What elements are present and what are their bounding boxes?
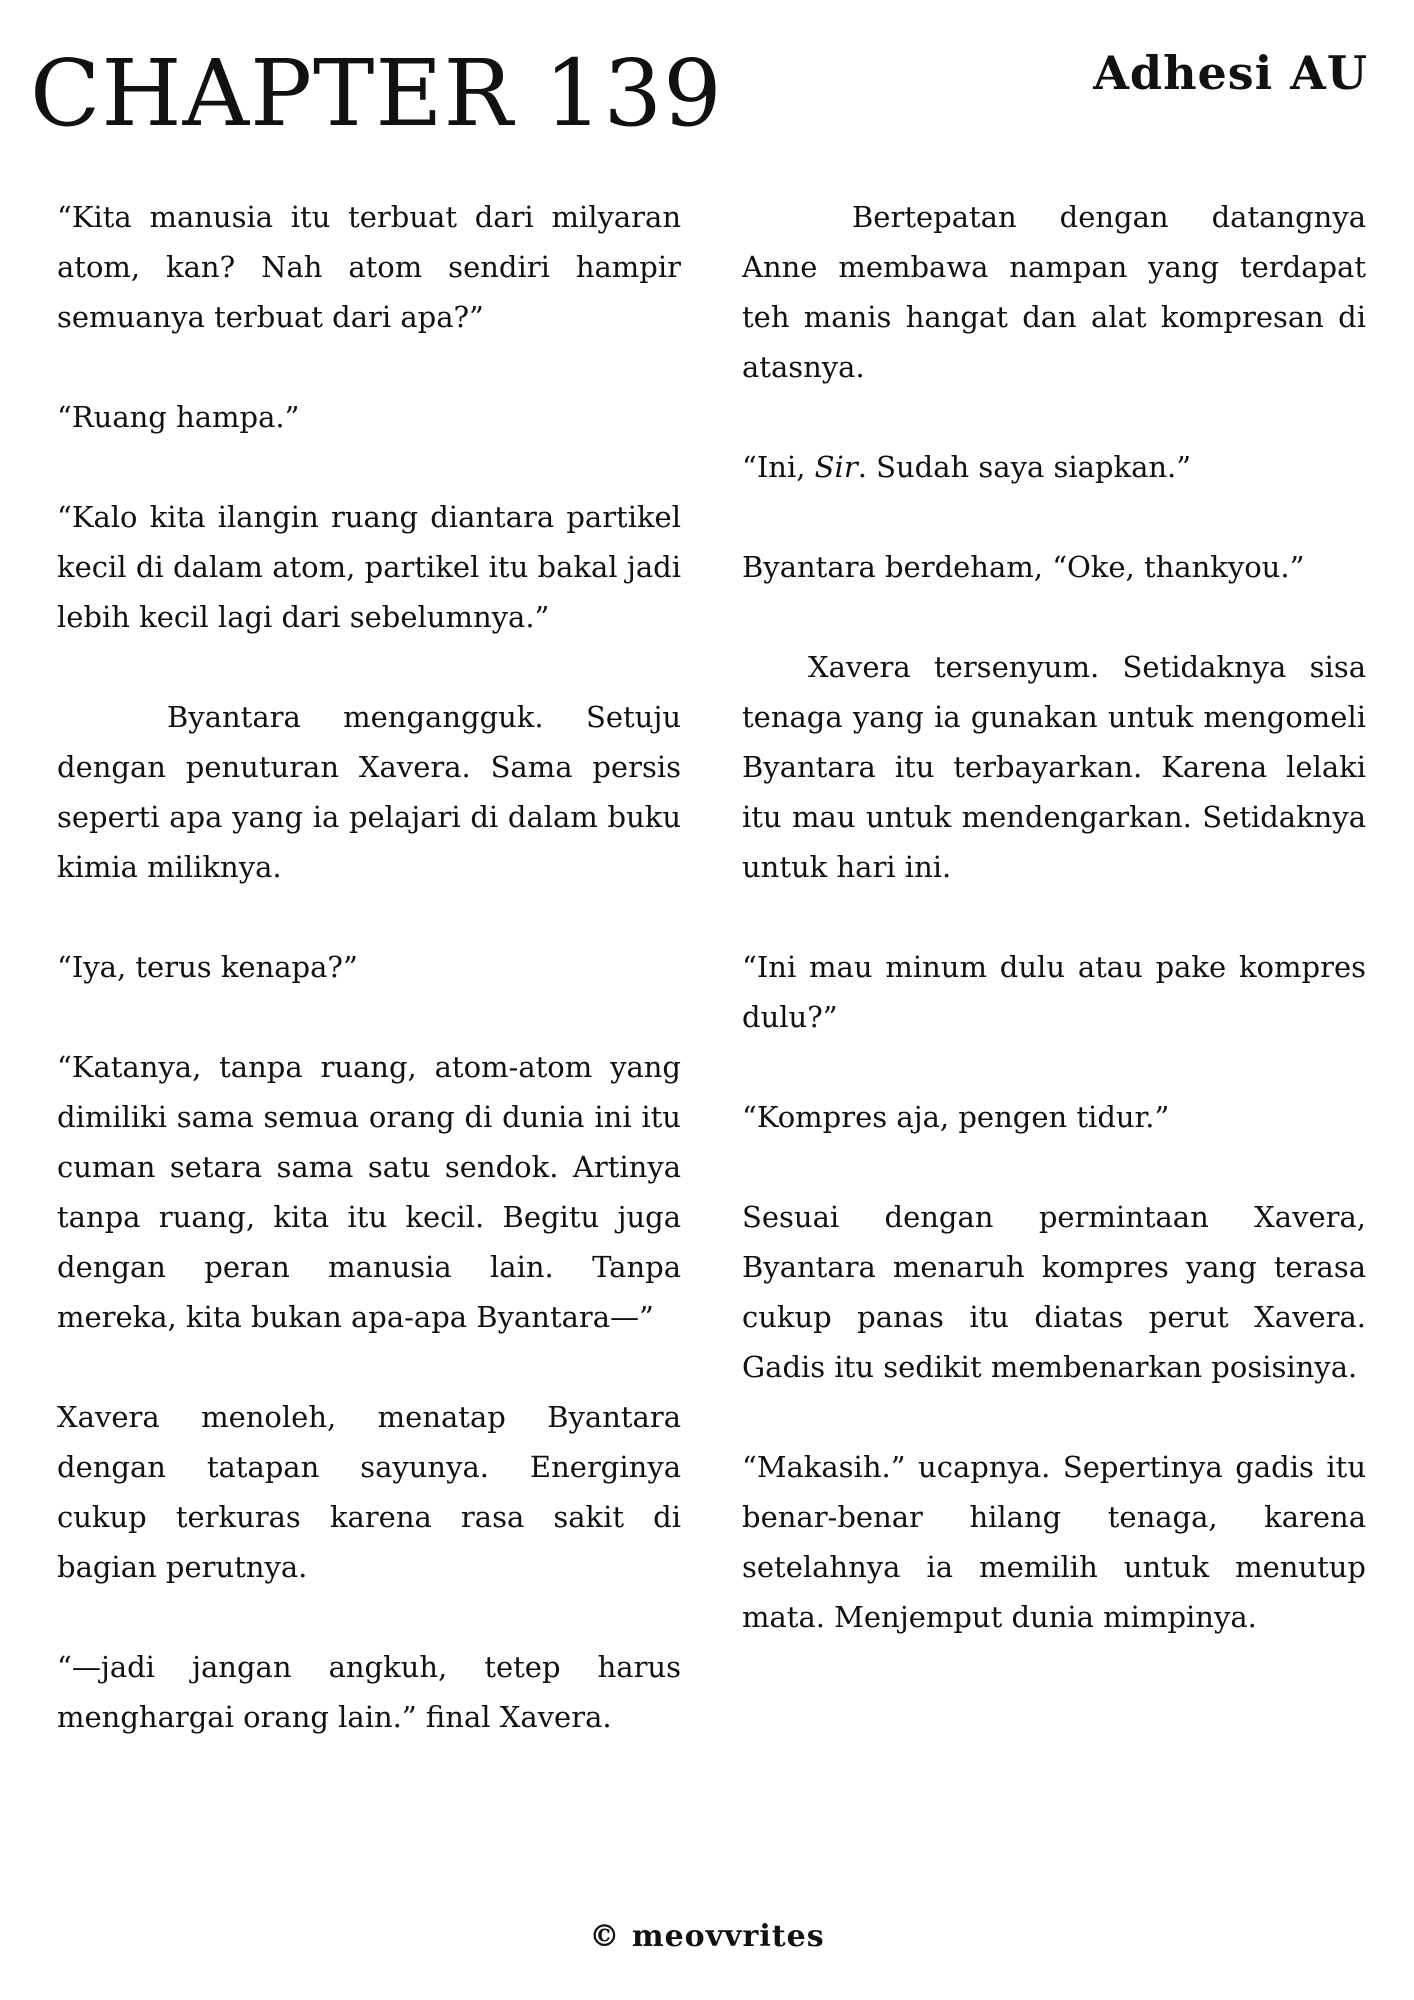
paragraph: “Kompres aja, pengen tidur.” bbox=[742, 1100, 1170, 1134]
footer-credit: © meovvrites bbox=[589, 1919, 825, 1954]
paragraph: “Ini mau minum dulu atau pake kompres dulu?” bbox=[742, 950, 1366, 1034]
paragraph: Byantara berdeham, “Oke, thankyou.” bbox=[742, 550, 1305, 584]
paragraph: “Kita manusia itu terbuat dari milyaran atom, kan? Nah atom sendiri hampir semuanya terbuat dari apa?” bbox=[57, 200, 681, 334]
paragraph: “Katanya, tanpa ruang, atom-atom yang dimiliki sama semua orang di dunia ini itu cuman setara sama satu sendok. Artinya tanpa ruang, kita itu kecil. Begitu juga dengan peran manusia lain. Tanpa mereka, kita bukan apa-apa Byantara—” bbox=[57, 1050, 681, 1334]
paragraph: “Ruang hampa.” bbox=[57, 400, 300, 434]
chapter-title: CHAPTER 139 bbox=[30, 40, 723, 147]
paragraph: Xavera menoleh, menatap Byantara dengan tatapan sayunya. Energinya cukup terkuras karena rasa sakit di bagian perutnya. bbox=[57, 1400, 681, 1584]
paragraph: Bertepatan dengan datangnya Anne membawa nampan yang terdapat teh manis hangat dan alat kompresan di atasnya. bbox=[742, 200, 1366, 384]
paragraph: Sesuai dengan permintaan Xavera, Byantara menaruh kompres yang terasa cukup panas itu diatas perut Xavera. Gadis itu sedikit membenarkan posisinya. bbox=[742, 1200, 1366, 1384]
dialogue-text: “Ini, bbox=[742, 450, 815, 484]
paragraph: Xavera tersenyum. Setidaknya sisa tenaga yang ia gunakan untuk mengomeli Byantara itu terbayarkan. Karena lelaki itu mau untuk mendengarkan. Setidaknya untuk hari ini. bbox=[742, 650, 1366, 884]
paragraph bbox=[742, 442, 1366, 492]
series-title: Adhesi AU bbox=[1093, 46, 1368, 100]
left-column bbox=[57, 192, 681, 1792]
paragraph: Byantara mengangguk. Setuju dengan penuturan Xavera. Sama persis seperti apa yang ia pelajari di dalam buku kimia miliknya. bbox=[57, 700, 681, 884]
dialogue-text: . Sudah saya siapkan.” bbox=[857, 450, 1192, 484]
paragraph: “—jadi jangan angkuh, tetep harus menghargai orang lain.” final Xavera. bbox=[57, 1650, 681, 1734]
paragraph: “Iya, terus kenapa?” bbox=[57, 950, 358, 984]
italic-text: Sir bbox=[814, 450, 858, 484]
right-column bbox=[742, 192, 1366, 1692]
paragraph: “Makasih.” ucapnya. Sepertinya gadis itu benar-benar hilang tenaga, karena setelahnya ia memilih untuk menutup mata. Menjemput dunia mimpinya. bbox=[742, 1450, 1366, 1634]
paragraph: “Kalo kita ilangin ruang diantara partikel kecil di dalam atom, partikel itu bakal jadi lebih kecil lagi dari sebelumnya.” bbox=[57, 500, 681, 634]
